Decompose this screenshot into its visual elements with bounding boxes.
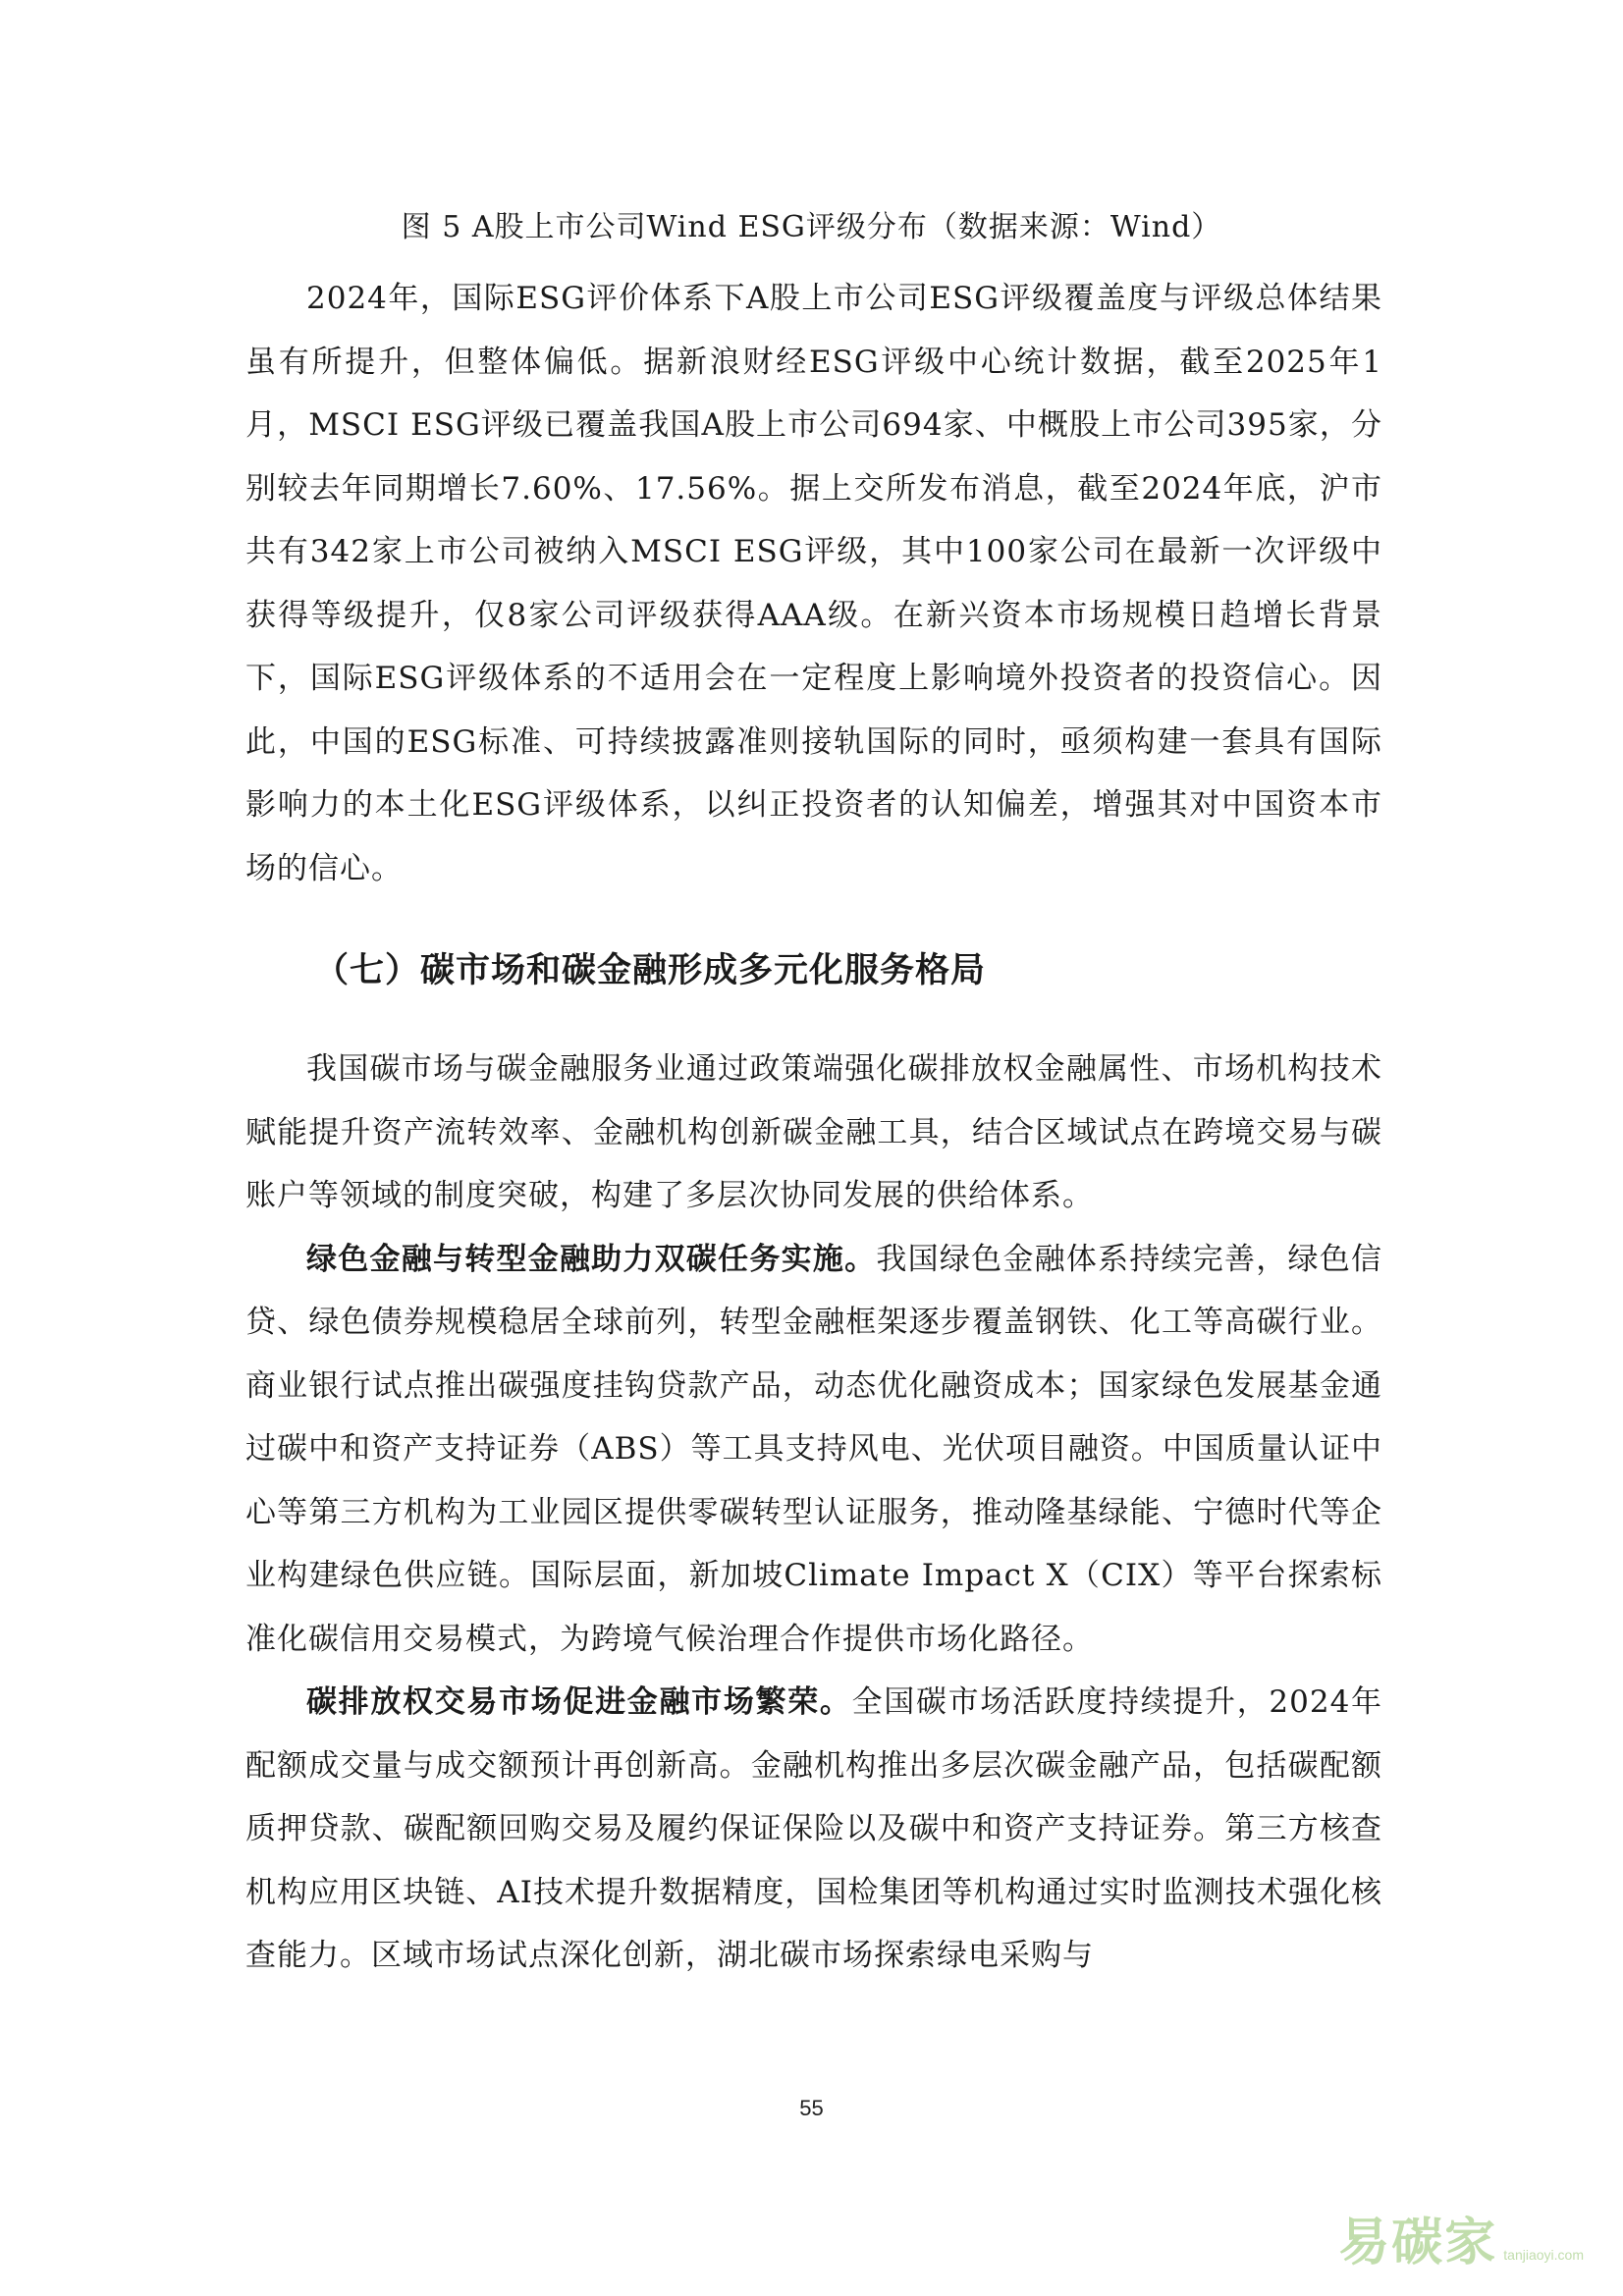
watermark-logo: 易碳家 <box>1338 2214 1498 2272</box>
body-content <box>245 267 1382 1988</box>
paragraph-carbon-trading <box>245 1671 1382 1988</box>
paragraph-carbon-market-overview: 我国碳市场与碳金融服务业通过政策端强化碳排放权金融属性、市场机构技术赋能提升资产流转效率、金融机构创新碳金融工具，结合区域试点在跨境交易与碳账户等领域的制度突破，构建了多层次协同发展的供给体系。 <box>245 1051 1382 1213</box>
paragraph-body-carbon-trading: 全国碳市场活跃度持续提升，2024年配额成交量与成交额预计再创新高。金融机构推出多层次碳金融产品，包括碳配额质押贷款、碳配额回购交易及履约保证保险以及碳中和资产支持证券。第三方核查机构应用区块链、AI技术提升数据精度，国检集团等机构通过实时监测技术强化核查能力。区域市场试点深化创新，湖北碳市场探索绿电采购与 <box>245 1684 1382 1973</box>
section-heading: （七）碳市场和碳金融形成多元化服务格局 <box>314 951 987 990</box>
paragraph-lead-green-finance: 绿色金融与转型金融助力双碳任务实施。 <box>306 1241 877 1277</box>
paragraph-lead-carbon-trading: 碳排放权交易市场促进金融市场繁荣。 <box>306 1684 852 1720</box>
paragraph-green-finance <box>245 1228 1382 1672</box>
figure-caption: 图 5 A股上市公司Wind ESG评级分布（数据来源：Wind） <box>401 210 1222 244</box>
paragraph-esg-ratings: 2024年，国际ESG评价体系下A股上市公司ESG评级覆盖度与评级总体结果虽有所提升，但整体偏低。据新浪财经ESG评级中心统计数据，截至2025年1月，MSCI ESG评级已覆盖我国A股上市公司694家、中概股上市公司395家，分别较去年同期增长7.60%、17.56%。据上交所发布消息，截至2024年底，沪市共有342家上市公司被纳入MSCI ESG评级，其中100家公司在最新一次评级中获得等级提升，仅8家公司评级获得AAA级。在新兴资本市场规模日趋增长背景下，国际ESG评级体系的不适用会在一定程度上影响境外投资者的投资信心。因此，中国的ESG标准、可持续披露准则接轨国际的同时，亟须构建一套具有国际影响力的本土化ESG评级体系，以纠正投资者的认知偏差，增强其对中国资本市场的信心。 <box>245 281 1382 886</box>
paragraph-body-green-finance: 我国绿色金融体系持续完善，绿色信贷、绿色债券规模稳居全球前列，转型金融框架逐步覆盖钢铁、化工等高碳行业。商业银行试点推出碳强度挂钩贷款产品，动态优化融资成本；国家绿色发展基金通过碳中和资产支持证券（ABS）等工具支持风电、光伏项目融资。中国质量认证中心等第三方机构为工业园区提供零碳转型认证服务，推动隆基绿能、宁德时代等企业构建绿色供应链。国际层面，新加坡Climate Impact X（CIX）等平台探索标准化碳信用交易模式，为跨境气候治理合作提供市场化路径。 <box>245 1241 1383 1657</box>
watermark <box>1338 2201 1584 2274</box>
watermark-domain: tanjiaoyi.com <box>1503 2247 1584 2263</box>
page-number: 55 <box>799 2096 824 2120</box>
